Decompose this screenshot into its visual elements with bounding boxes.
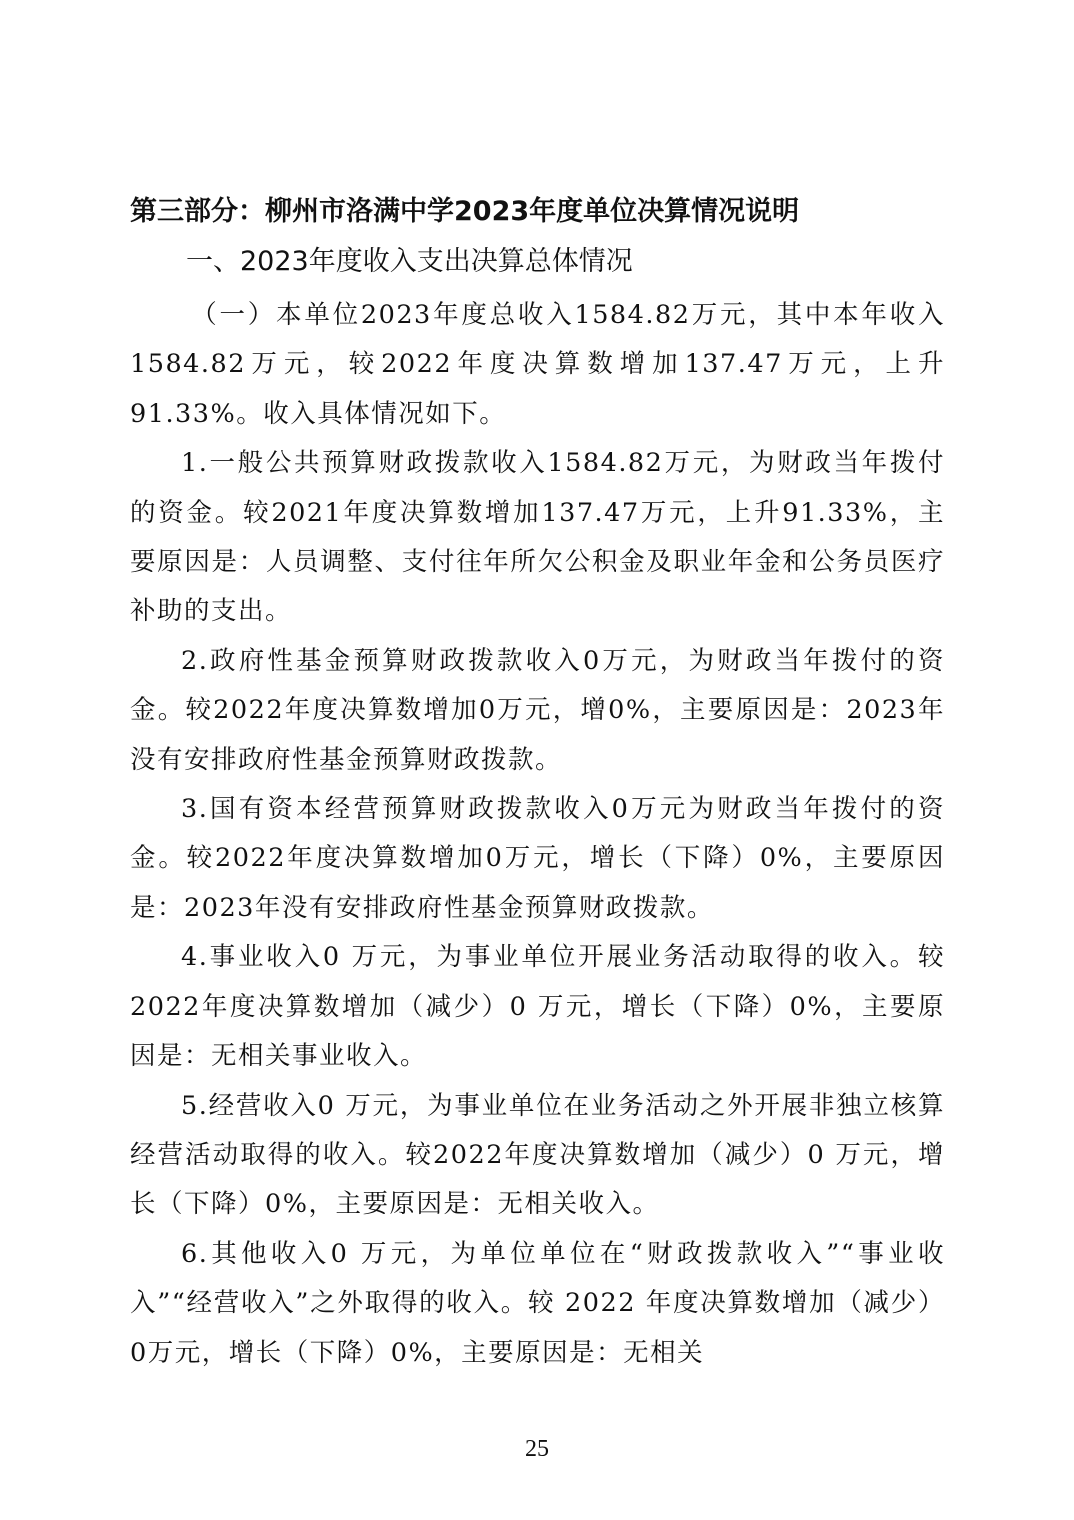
body-text: [130, 291, 945, 1378]
paragraph-general-budget: 1.一般公共预算财政拨款收入1584.82万元，为财政当年拨付的资金。较2021年度决算数增加137.47万元，上升91.33%，主要原因是：人员调整、支付往年所欠公积金及职业年金和公务员医疗补助的支出。: [130, 448, 945, 627]
paragraph-other-income: 6.其他收入0 万元，为单位单位在“财政拨款收入”“事业收入”“经营收入”之外取得的收入。较 2022 年度决算数增加（减少）0万元，增长（下降）0%，主要原因是：无相关: [130, 1238, 945, 1368]
document-title: 第三部分：柳州市洛满中学2023年度单位决算情况说明: [130, 196, 800, 227]
paragraph-operating-income: 5.经营收入0 万元，为事业单位在业务活动之外开展非独立核算经营活动取得的收入。较2022年度决算数增加（减少）0 万元，增长（下降）0%，主要原因是：无相关收入。: [130, 1090, 945, 1220]
page-number: 25: [525, 1436, 549, 1462]
paragraph-total-income: （一）本单位2023年度总收入1584.82万元，其中本年收入1584.82万元，较2022年度决算数增加137.47万元，上升91.33%。收入具体情况如下。: [130, 300, 945, 429]
paragraph-state-capital: 3.国有资本经营预算财政拨款收入0万元为财政当年拨付的资金。较2022年度决算数增加0万元，增长（下降）0%，主要原因是：2023年没有安排政府性基金预算财政拨款。: [130, 794, 945, 923]
paragraph-business-income: 4.事业收入0 万元，为事业单位开展业务活动取得的收入。较2022年度决算数增加（减少）0 万元，增长（下降）0%，主要原因是：无相关事业收入。: [130, 942, 945, 1072]
section-heading: 一、2023年度收入支出决算总体情况: [186, 246, 633, 277]
paragraph-government-fund: 2.政府性基金预算财政拨款收入0万元，为财政当年拨付的资金。较2022年度决算数增加0万元，增0%，主要原因是：2023年没有安排政府性基金预算财政拨款。: [130, 645, 945, 775]
